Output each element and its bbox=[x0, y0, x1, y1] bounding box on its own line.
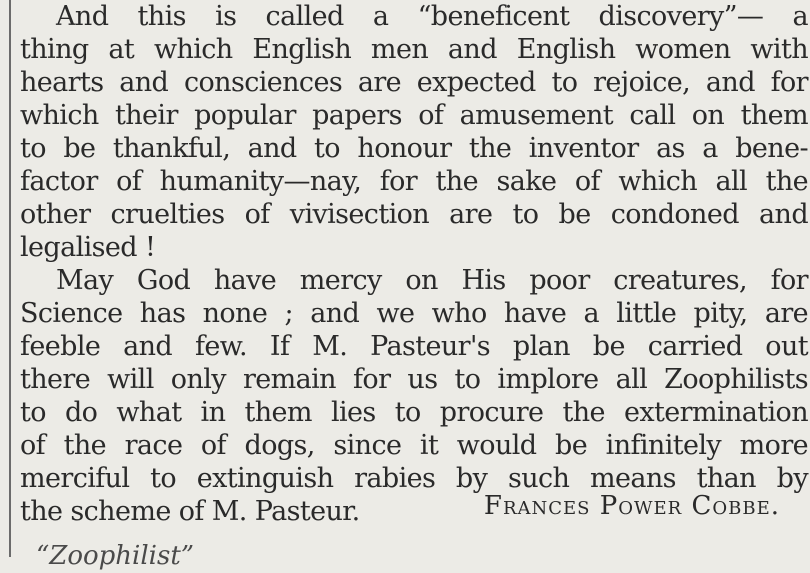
text-line: May God have mercy on His poor creatures, for bbox=[56, 265, 808, 296]
text-line: And this is called a “beneficent discovery”— a bbox=[56, 1, 808, 32]
text-line: feeble and few. If M. Pasteur's plan be carried out bbox=[20, 331, 808, 362]
cut-off-next-line: “Zoophilist” bbox=[36, 541, 195, 571]
text-line: of the race of dogs, since it would be infinitely more bbox=[20, 430, 808, 461]
text-line: which their popular papers of amusement call on them bbox=[20, 100, 808, 131]
text-line: to do what in them lies to procure the extermination bbox=[20, 397, 808, 428]
author-signature: Frances Power Cobbe. bbox=[483, 491, 780, 521]
text-line: legalised ! bbox=[20, 232, 156, 263]
text-line: to be thankful, and to honour the inventor as a bene- bbox=[20, 133, 808, 164]
text-line: merciful to extinguish rabies by such means than by bbox=[20, 463, 808, 494]
text-line: thing at which English men and English women with bbox=[20, 34, 808, 65]
text-line: the scheme of M. Pasteur. bbox=[20, 496, 360, 527]
text-line: Science has none ; and we who have a little pity, are bbox=[20, 298, 808, 329]
text-line: factor of humanity—nay, for the sake of which all the bbox=[20, 166, 808, 197]
text-line: hearts and consciences are expected to rejoice, and for bbox=[20, 67, 808, 98]
text-line: other cruelties of vivisection are to be condoned and bbox=[20, 199, 808, 230]
text-line: there will only remain for us to implore all Zoophilists bbox=[20, 364, 808, 395]
column-rule bbox=[9, 0, 11, 557]
